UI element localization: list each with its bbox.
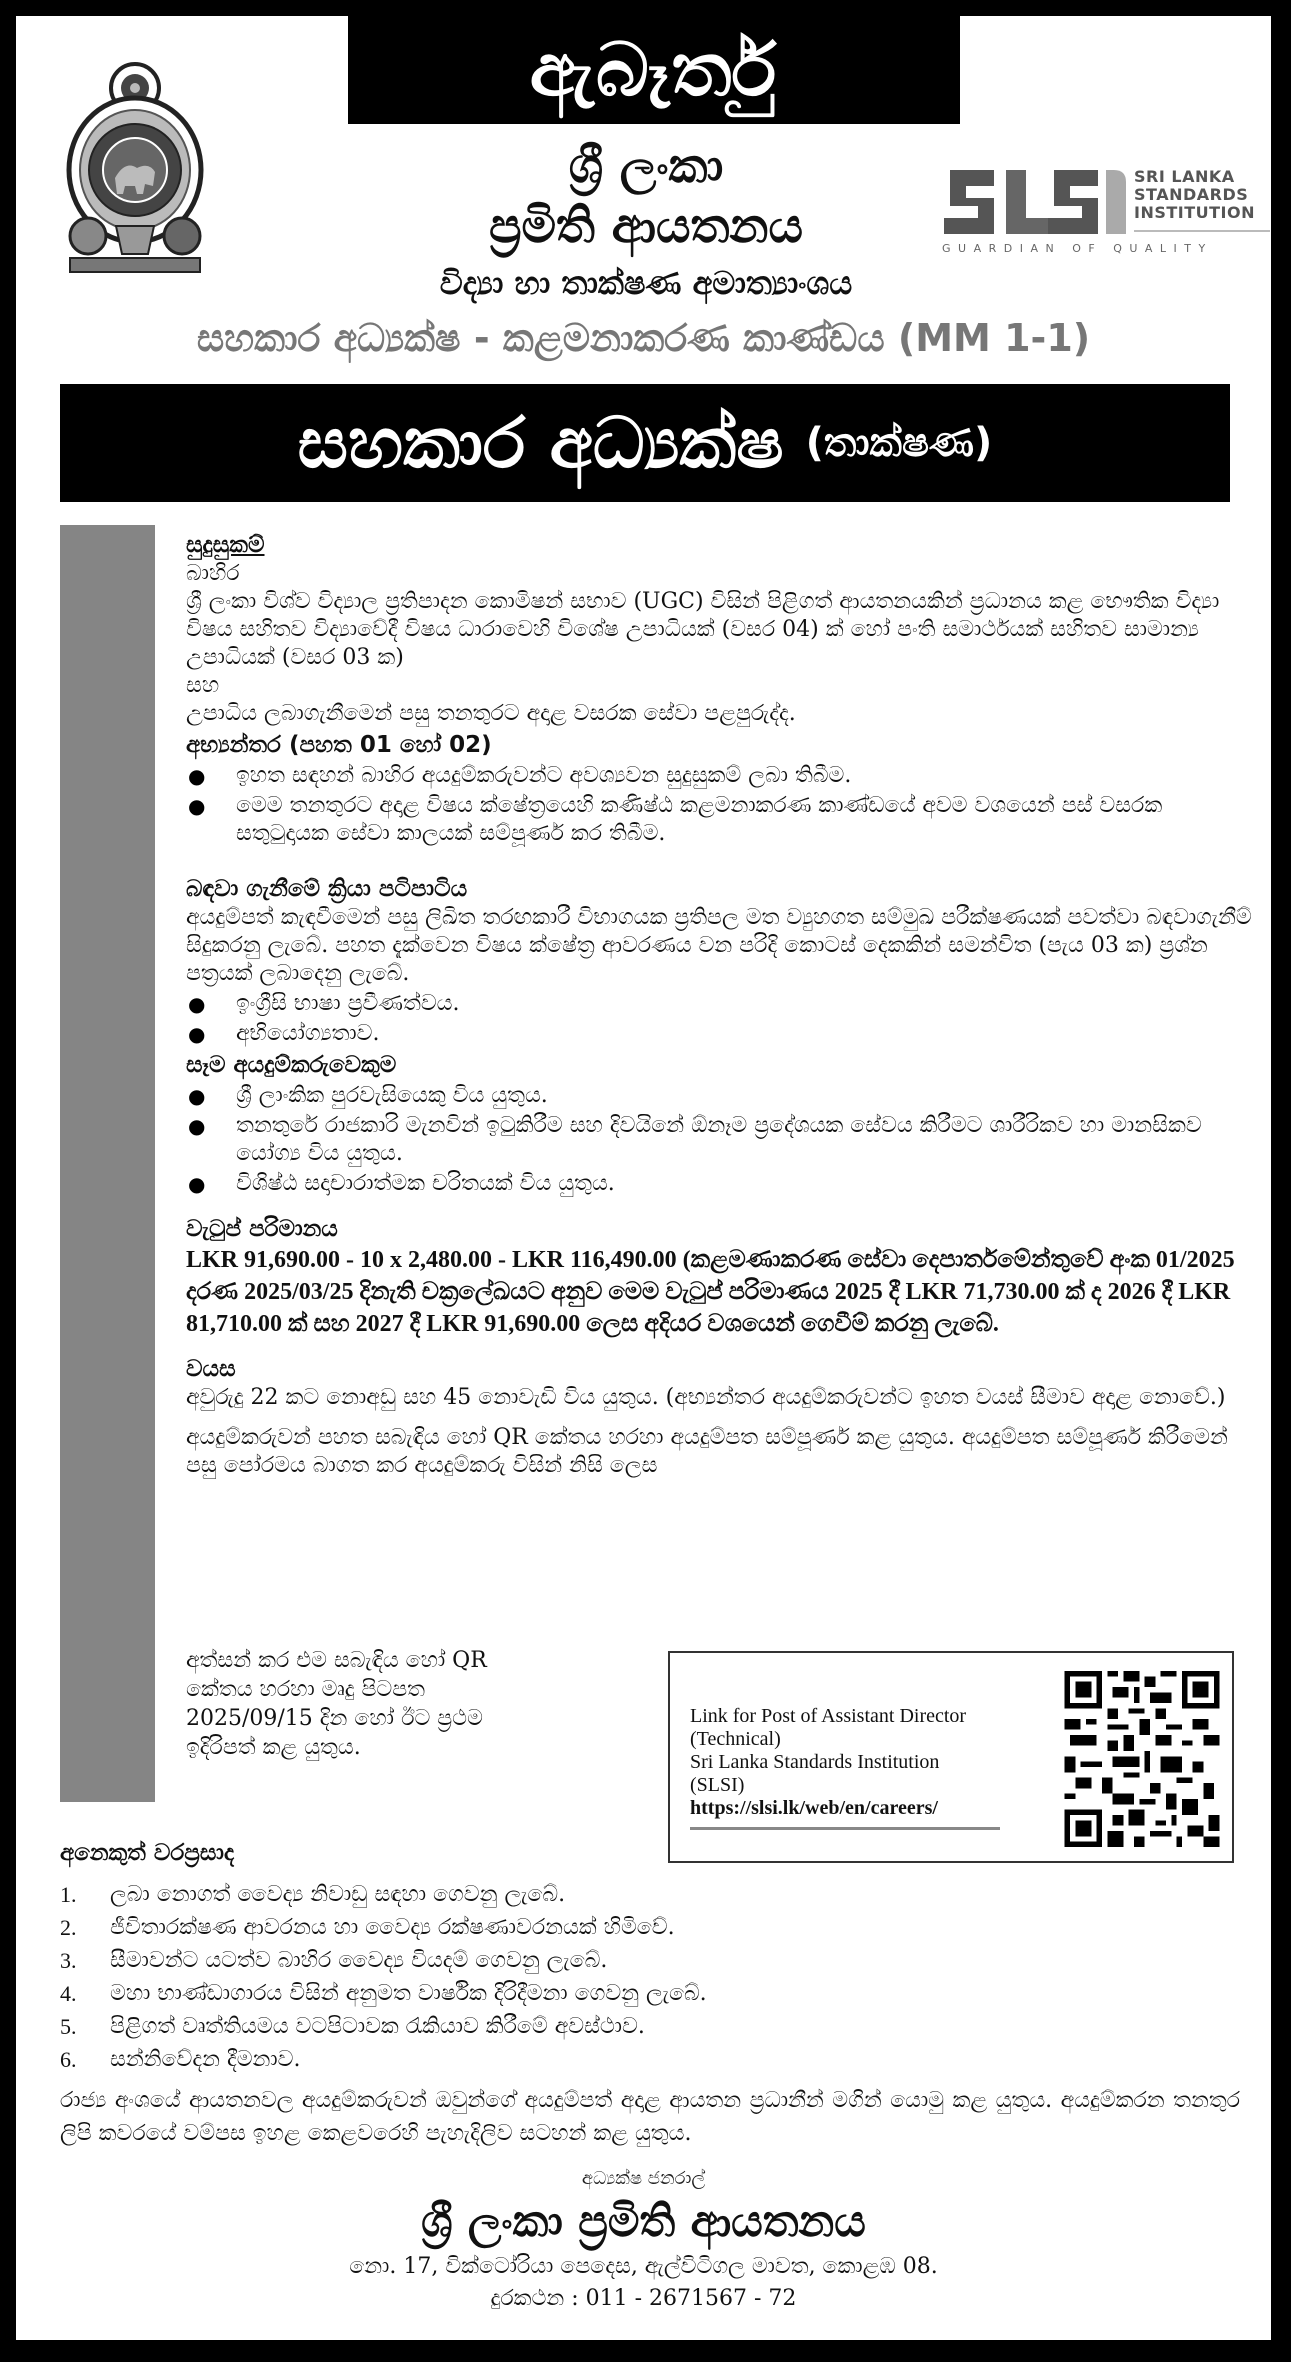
salary-text: LKR 91,690.00 - 10 x 2,480.00 - LKR 116,490.00 (කළමණාකරණ සේවා දෙපාර්තමේන්තුවේ අංක 01/2025 දරණ 2025/03/25 දිනැති චක්‍රලේඛයට අනුව මෙම වැටුප් පරිමාණය 2025 දී LKR 71,730.00 ක් ද 2026 දී LKR 81,710.00 ක් සහ 2027 දී LKR 91,690.00 ලෙස අදියර වශයෙන් ගෙවීම් කරනු ලැබේ. bbox=[186, 1247, 1235, 1337]
slsi-name: SRI LANKA STANDARDS INSTITUTION bbox=[1134, 167, 1255, 222]
recruitment-heading: බඳවා ගැනීමේ ක්‍රියා පටිපාටිය bbox=[186, 876, 468, 902]
list-item: ● අභියෝග්‍යතාව. bbox=[186, 1020, 1256, 1048]
advertisement-page bbox=[16, 16, 1271, 2340]
footer bbox=[16, 2168, 1271, 2315]
internal-heading: අභ්‍යන්තර (පහත 01 හෝ 02) bbox=[186, 732, 492, 758]
org-name-line2: ප්‍රමිති ආයතනය bbox=[489, 198, 803, 254]
post-title: සහකාර අධ්‍යක්ෂ bbox=[297, 401, 784, 484]
post-title-banner bbox=[60, 384, 1230, 502]
slsi-tagline: GUARDIAN OF QUALITY bbox=[942, 242, 1213, 255]
list-item: 2. ජීවිතාරක්ෂණ ආවරනය හා වෛද්‍ය රක්ෂණාවරනයක් හිමිවේ. bbox=[60, 1915, 675, 1940]
slsi-mark-icon bbox=[942, 164, 1132, 240]
list-item: 5. පිළිගත් වෘත්තියමය වටපිටාවක රැකියාව කිරීමේ අවස්ථාව. bbox=[60, 2014, 645, 2039]
application-instructions: අයදුම්කරුවන් පහත සබැඳිය හෝ QR කේතය හරහා අයදුම්පත සම්පූර්ණ කළ යුතුය. අයදුම්පත සම්පූර්ණ කිරීමෙන් පසු පෝරමය බාගත කර අයදුම්කරු විසින් නිසි ලෙස bbox=[186, 1425, 1228, 1478]
qualifications-heading: සුදුසුකම් bbox=[186, 532, 265, 558]
careers-link[interactable]: https://slsi.lk/web/en/careers/ bbox=[690, 1797, 938, 1819]
list-item: ● ඉහත සඳහන් බාහිර අයදුම්කරුවන්ට අවශ්‍යවන සුදුසුකම් ලබා තිබීම. bbox=[186, 762, 1256, 790]
org-name-line1: ශ්‍රී ලංකා bbox=[568, 138, 724, 194]
signatory-title: අධ්‍යක්ෂ ජනරාල් bbox=[581, 2168, 706, 2189]
benefits-list bbox=[60, 1878, 1240, 2076]
link-underline bbox=[690, 1827, 1000, 1830]
list-item: 6. සන්නිවේදන දීමනාව. bbox=[60, 2047, 301, 2072]
slsi-logo bbox=[922, 146, 1271, 266]
recruitment-text: අයදුම්පත් කැඳවීමෙන් පසු ලිඛිත තරඟකාරී විභාගයක ප්‍රතිපල මත ව්‍යුහගත සම්මුඛ පරීක්ෂණයක් පවත්වා බඳවාගැනීම් සිදුකරනු ලැබේ. පහත දැක්වෙන විෂය ක්ෂේත්‍ර ආවරණය වන පරිදි කොටස් දෙකකින් සමන්විත (පැය 03 ක) ප්‍රශ්න පත්‍රයක් ලබාදෙනු ලැබේ. bbox=[186, 905, 1252, 986]
list-item: 3. සීමාවන්ට යටත්ව බාහිර වෛද්‍ය වියදම් ගෙවනු ලැබේ. bbox=[60, 1948, 608, 1973]
deadline-text: අත්සන් කර එම සබැඳිය හෝ QR කේතය හරහා මෘදු පිටපත 2025/09/15 දින හෝ ඊට ප්‍රථම ඉදිරිපත් කළ යුතුය. bbox=[186, 1648, 487, 1760]
internal-list bbox=[186, 762, 1256, 848]
age-text: අවුරුදු 22 කට නොඅඩු සහ 45 නොවැඩි විය යුතුය. (අභ්‍යන්තර අයදුම්කරුවන්ට ඉහත වයස් සීමාව අදාළ නොවේ.) bbox=[186, 1385, 1226, 1410]
list-item: ● මෙම තනතුරට අදාළ විෂය ක්ෂේත්‍රයෙහි කණිෂ්ඨ කළමනාකරණ කාණ්ඩයේ අවම වශයෙන් පස් වසරක සතුටුදායක සේවා කාලයක් සම්පූර්ණ කර තිබීම. bbox=[186, 792, 1256, 848]
ministry-name: විද්‍යා හා තාක්ෂණ අමාත්‍යාංශය bbox=[439, 264, 853, 302]
address: නො. 17, වික්ටෝරියා පෙදෙස, ඇල්විටිගල මාවත, කොළඹ 08. bbox=[349, 2254, 938, 2279]
external-label: බාහිර bbox=[186, 561, 240, 586]
experience-text: උපාධිය ලබාගැනීමෙන් පසු තනතුරට අදාළ වසරක සේවා පළපුරුද්ද. bbox=[186, 701, 796, 726]
vacancies-banner-text: ඇබෑර්තු bbox=[529, 26, 779, 113]
list-item: ● විශිෂ්ඨ සදාචාරාත්මක චරිතයක් විය යුතුය. bbox=[186, 1170, 1256, 1198]
slsi-rule bbox=[1134, 230, 1270, 232]
list-item: ● ශ්‍රී ලාංකික පුරවැසියෙකු විය යුතුය. bbox=[186, 1082, 1256, 1110]
post-title-sub: (තාක්ෂණ) bbox=[805, 420, 993, 466]
main-content bbox=[186, 528, 1256, 1480]
footer-org-name: ශ්‍රී ලංකා ප්‍රමිති ආයතනය bbox=[421, 2196, 866, 2247]
qr-code-icon[interactable] bbox=[1064, 1671, 1220, 1847]
salary-heading: වැටුප් පරිමානය bbox=[186, 1216, 338, 1242]
national-emblem-icon bbox=[60, 58, 210, 278]
list-item: ● ඉංග්‍රීසි භාෂා ප්‍රවීණත්වය. bbox=[186, 990, 1256, 1018]
and-label: සහ bbox=[186, 673, 220, 698]
vacancies-banner bbox=[348, 16, 960, 124]
all-applicants-list bbox=[186, 1082, 1256, 1198]
external-qualification-text: ශ්‍රී ලංකා විශ්ව විද්‍යාල ප්‍රතිපාදන කොමිෂන් සභාව (UGC) විසින් පිළිගත් ආයතනයකින් ප්‍රධානය කළ භෞතික විද්‍යා විෂය සහිතව විද්‍යාවේදී විෂය ධාරාවෙහි විශේෂ උපාධියක් (වසර 04) ක් හෝ පංති සමාර්ථයක් සහිතව සාමාන්‍ය උපාධියක් (වසර 03 ක) bbox=[186, 589, 1220, 670]
age-heading: වයස bbox=[186, 1356, 236, 1382]
exam-subjects-list bbox=[186, 990, 1256, 1048]
application-link-box bbox=[668, 1651, 1234, 1863]
benefits-heading: අනෙකුත් වරප්‍රසාද bbox=[60, 1840, 235, 1866]
all-applicants-heading: සෑම අයදුම්කරුවෙකුම bbox=[186, 1052, 397, 1078]
list-item: 4. මහා භාණ්ඩාගාරය විසින් අනුමත වාර්ෂික දිරිදීමනා ගෙවනු ලැබේ. bbox=[60, 1981, 707, 2006]
public-sector-notice: රාජ්‍ය අංශයේ ආයතනවල අයදුම්කරුවන් ඔවුන්ගේ අයදුම්පත් අදාළ ආයතන ප්‍රධානීන් මගින් යොමු කළ යුතුය. අයදුම්කරන තනතුර ලිපි කවරයේ වම්පස ඉහළ කෙළවරෙහි පැහැදිලිව සටහන් කළ යුතුය. bbox=[60, 2088, 1240, 2146]
list-item: ● තනතුරේ රාජකාරි මැනවින් ඉටුකිරීම සහ දිවයිනේ ඕනෑම ප්‍රදේශයක සේවය කිරීමට ශාරීරිකව හා මානසිකව යෝග්‍ය විය යුතුය. bbox=[186, 1112, 1256, 1168]
benefits-section bbox=[60, 1836, 1240, 2172]
phone-number: දුරකථන : 011 - 2671567 - 72 bbox=[490, 2286, 797, 2311]
post-subheading: සහකාර අධ්‍යක්ෂ - කළමනාකරණ කාණ්ඩය (MM 1-1) bbox=[196, 316, 1091, 360]
decorative-side-bar bbox=[60, 525, 155, 1802]
list-item: 1. ලබා නොගත් වෛද්‍ය නිවාඩු සඳහා ගෙවනු ලැබේ. bbox=[60, 1882, 566, 1907]
application-link-text: Link for Post of Assistant Director (Technical) Sri Lanka Standards Institution (SLSI) https://slsi.lk/web/en/careers/ bbox=[690, 1705, 1050, 1820]
